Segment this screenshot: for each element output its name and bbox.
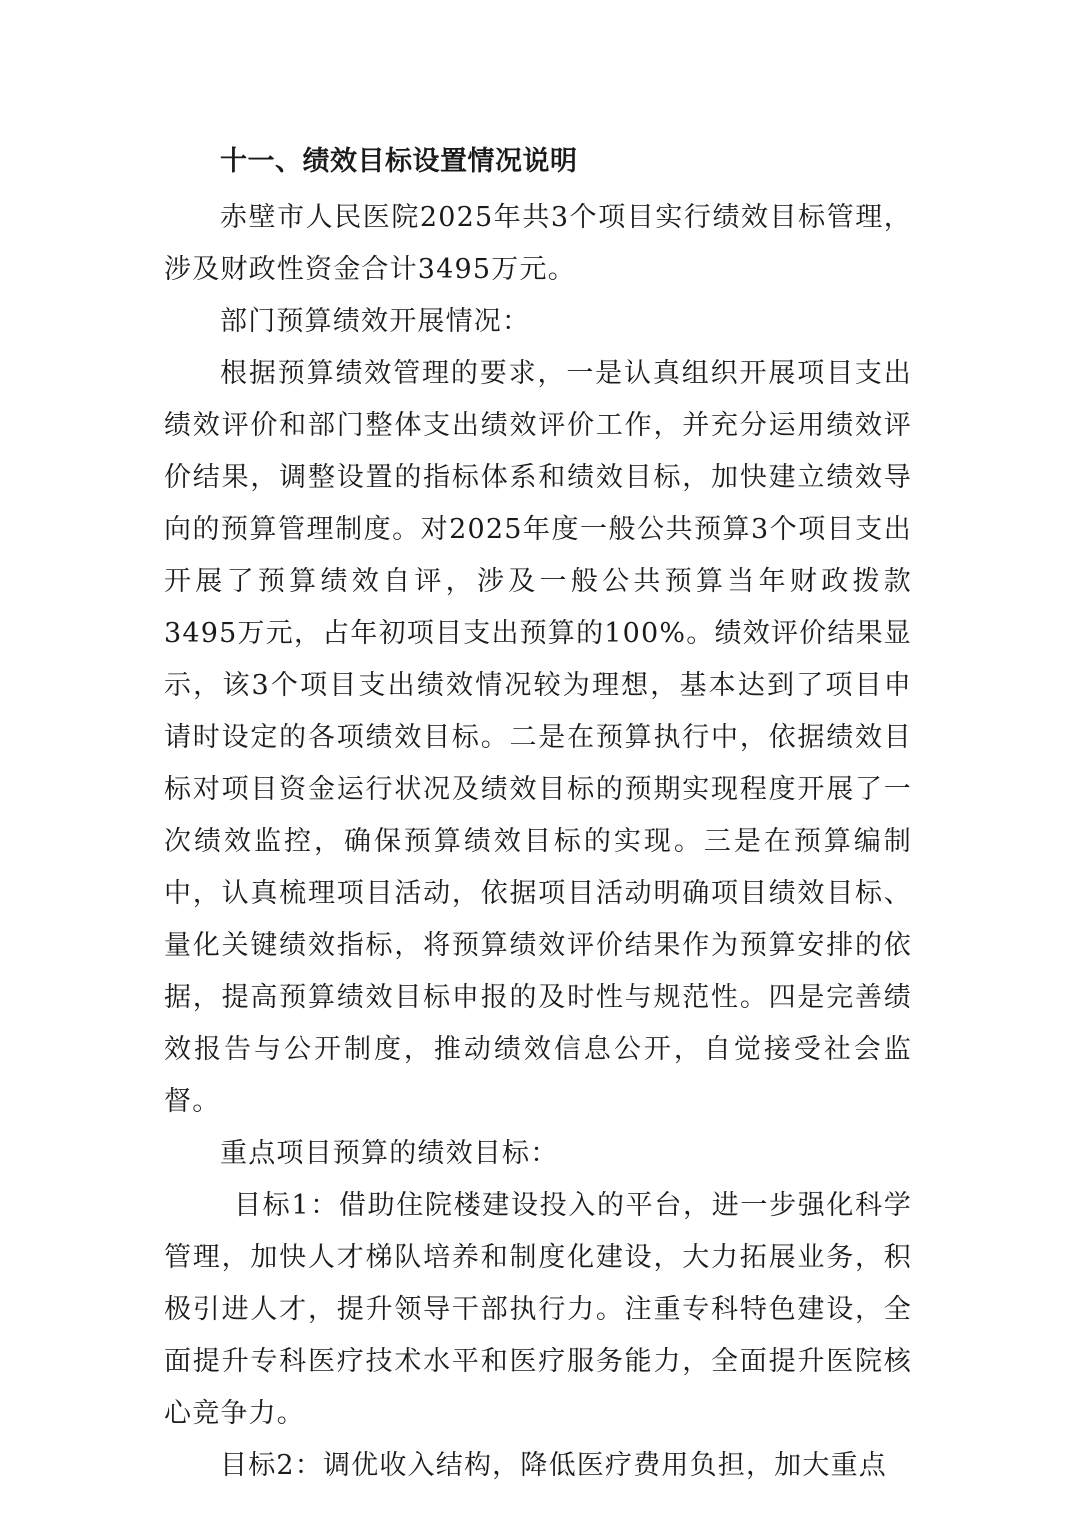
paragraph-subheading-goals: 重点项目预算的绩效目标： bbox=[220, 1138, 559, 1169]
paragraph-performance-details: 根据预算绩效管理的要求，一是认真组织开展项目支出绩效评价和部门整体支出绩效评价工作，并充分运用绩效评价结果，调整设置的指标体系和绩效目标，加快建立绩效导向的预算管理制度。对2025年度一般公共预算3个项目支出开展了预算绩效自评，涉及一般公共预算当年财政拨款3495万元，占年初项目支出预算的100%。绩效评价结果显示，该3个项目支出绩效情况较为理想，基本达到了项目申请时设定的各项绩效目标。二是在预算执行中，依据绩效目标对项目资金运行状况及绩效目标的预期实现程度开展了一次绩效监控，确保预算绩效目标的实现。三是在预算编制中，认真梳理项目活动，依据项目活动明确项目绩效目标、量化关键绩效指标，将预算绩效评价结果作为预算安排的依据，提高预算绩效目标申报的及时性与规范性。四是完善绩效报告与公开制度，推动绩效信息公开，自觉接受社会监督。 bbox=[164, 358, 912, 1117]
paragraph-goal-1: 目标1：借助住院楼建设投入的平台，进一步强化科学管理，加快人才梯队培养和制度化建设，大力拓展业务，积极引进人才，提升领导干部执行力。注重专科特色建设，全面提升专科医疗技术水平和医疗服务能力，全面提升医院核心竞争力。 bbox=[164, 1190, 912, 1429]
paragraph-project-summary: 赤壁市人民医院2025年共3个项目实行绩效目标管理，涉及财政性资金合计3495万元。 bbox=[164, 202, 912, 285]
paragraph-subheading-performance: 部门预算绩效开展情况： bbox=[220, 306, 531, 337]
section-heading: 十一、绩效目标设置情况说明 bbox=[220, 146, 578, 177]
document-body bbox=[164, 140, 912, 1492]
paragraph-goal-2: 目标2：调优收入结构，降低医疗费用负担，加大重点 bbox=[220, 1450, 887, 1481]
